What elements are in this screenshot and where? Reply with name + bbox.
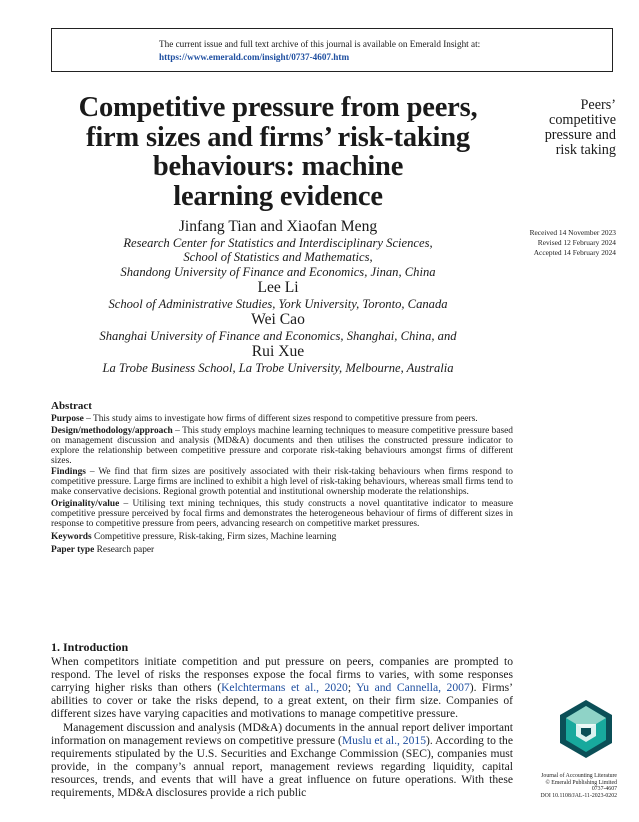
running-head-line: competitive <box>549 112 616 128</box>
paper-type-label: Paper type <box>51 544 95 555</box>
citation-link[interactable]: Muslu et al., 2015 <box>341 733 426 747</box>
author-name: Rui Xue <box>251 343 305 361</box>
author-affiliation: School of Administrative Studies, York University, Toronto, Canada <box>108 296 448 311</box>
originality-label: Originality/value <box>51 499 120 510</box>
purpose-text: – This study aims to investigate how firms of different sizes respond to competitive pressure from peers. <box>83 413 478 424</box>
citation-link[interactable]: Kelchtermans et al., 2020 <box>221 681 348 695</box>
author-name: Lee Li <box>257 278 299 296</box>
revised-date: Revised 12 February 2024 <box>537 238 616 247</box>
section-heading: 1. Introduction <box>51 640 129 654</box>
access-notice <box>51 28 613 72</box>
abstract-heading: Abstract <box>51 400 92 412</box>
author-affiliation: Research Center for Statistics and Interdisciplinary Sciences, <box>123 236 433 250</box>
author-list <box>52 218 504 376</box>
paragraph <box>51 721 513 800</box>
running-head-line: Peers’ <box>580 97 616 113</box>
paragraph-text: ). Firms’ abilities to cover or take the risks depend, to a great extent, on their firm size. Companies of different sizes have varying capacities and motivations to manage competitive pressure. <box>51 681 513 721</box>
paragraph-text: ; <box>347 681 357 695</box>
author-name: Wei Cao <box>251 311 305 329</box>
paragraph-text: When competitors initiate competition and put pressure on peers, companies are prompted to respond. The level of risks the responses expose the focal firms to varies, with some responses carrying higher risks than others ( <box>51 655 513 695</box>
abstract <box>51 402 513 558</box>
title-line: firm sizes and firms’ risk-taking <box>86 121 470 153</box>
author-affiliation: La Trobe Business School, La Trobe University, Melbourne, Australia <box>102 361 454 376</box>
article-dates <box>505 228 616 258</box>
keywords-label: Keywords <box>51 531 92 542</box>
author-name: Jinfang Tian and Xiaofan Meng <box>178 218 378 235</box>
author-affiliation: School of Statistics and Mathematics, <box>183 250 373 265</box>
abstract-purpose <box>51 415 513 425</box>
abstract-originality <box>51 500 513 530</box>
paragraph-text: Management discussion and analysis (MD&A) documents in the annual report deliver important information on management reviews on competitive pressure ( <box>51 720 513 747</box>
emerald-logo-icon <box>560 700 612 758</box>
journal-name: Journal of Accounting Literature <box>541 773 617 779</box>
design-label: Design/methodology/approach <box>51 425 173 436</box>
author-affiliation: Shandong University of Finance and Economics, Jinan, China <box>120 264 436 279</box>
running-head <box>515 98 616 158</box>
title-line: behaviours: machine <box>152 151 404 182</box>
design-text: – This study employs machine learning techniques to measure competitive pressure based on management discussion and analysis (MD&A) documents and then utilises the constructed pressure indicator to explore the relationship between competitive pressure and corporate risk-taking behaviours amongst firms of different sizes. <box>51 425 513 466</box>
abstract-keywords <box>51 533 513 543</box>
keywords-text: Competitive pressure, Risk-taking, Firm sizes, Machine learning <box>91 531 337 542</box>
abstract-paper-type <box>51 546 513 556</box>
running-head-line: risk taking <box>555 142 616 158</box>
paper-type-text: Research paper <box>94 544 155 555</box>
journal-url-link[interactable]: https://www.emerald.com/insight/0737-4607.htm <box>159 52 350 62</box>
paragraph-text: ). According to the requirements stipulated by the U.S. Securities and Exchange Commission (SEC), companies must provide, in the company’s annual report, management reviews regarding liquidity, capital resources, trends, and events that will have a great influence on future operations. With these requirements, MD&A disclosures provide a rich public <box>51 733 513 800</box>
abstract-design <box>51 427 513 467</box>
title-line: learning evidence <box>173 180 383 212</box>
citation-link[interactable]: Yu and Cannella, 2007 <box>356 681 470 695</box>
originality-text: – Utilising text mining techniques, this study constructs a novel quantitative indicator to measure competitive pressure perceived by focal firms and demonstrates the heterogeneous behaviour of firms of different sizes in response to competitive pressure from peers, advancing research on competitive market pressures. <box>51 499 513 529</box>
article-title <box>52 93 504 211</box>
received-date: Received 14 November 2023 <box>529 228 616 237</box>
journal-info <box>523 773 617 799</box>
accepted-date: Accepted 14 February 2024 <box>533 248 616 257</box>
issn: 0737-4607 <box>591 786 617 793</box>
author-affiliation: Shanghai University of Finance and Economics, Shanghai, China, and <box>99 329 457 344</box>
findings-text: – We find that firm sizes are positively associated with their risk-taking behaviours when firms respond to competitive pressure. Large firms are inclined to exhibit a high level of risk-taking behaviours, whereas small firms tend to make conservative decisions. Regional growth potential and institutional ownership moderate the relationships. <box>51 467 513 498</box>
introduction-section <box>51 641 513 799</box>
purpose-label: Purpose <box>51 413 84 424</box>
title-line: Competitive pressure from peers, <box>78 92 478 123</box>
publisher: © Emerald Publishing Limited <box>545 779 617 786</box>
paragraph <box>51 655 513 720</box>
findings-label: Findings <box>51 467 86 478</box>
abstract-findings <box>51 468 513 498</box>
doi: DOI 10.1108/JAL-11-2023-0202 <box>540 792 617 799</box>
notice-text: The current issue and full text archive of this journal is available on Emerald Insight at: <box>159 39 481 49</box>
running-head-line: pressure and <box>544 127 616 143</box>
